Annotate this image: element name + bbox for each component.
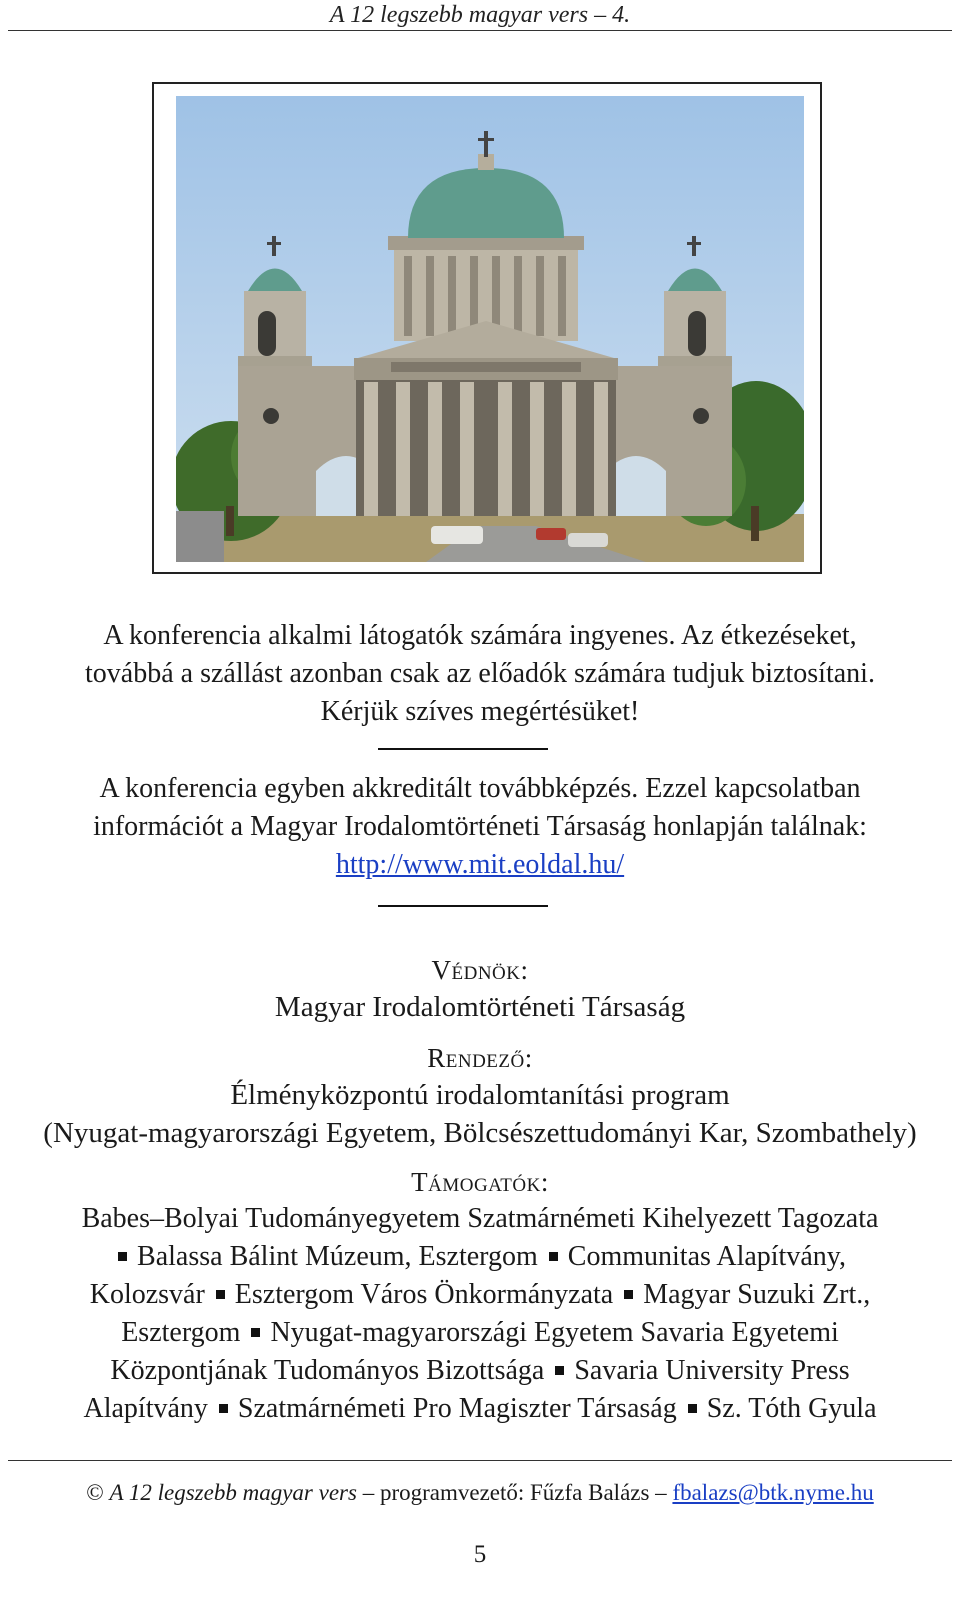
- section-divider: [378, 905, 548, 907]
- organizer-label: Rendező:: [427, 1043, 533, 1073]
- bullet-icon: [251, 1328, 260, 1337]
- bullet-icon: [219, 1404, 228, 1413]
- notice-line: Kérjük szíves megértésüket!: [320, 696, 640, 727]
- portico-columns: [356, 380, 616, 516]
- bullet-icon: [216, 1290, 225, 1299]
- notice-line: A konferencia alkalmi látogatók számára ingyenes. Az étkezéseket,: [103, 620, 857, 651]
- supporter-item: Savaria University Press: [574, 1355, 850, 1386]
- footer-title: A 12 legszebb magyar vers: [109, 1480, 357, 1505]
- basilica-photo: [176, 96, 804, 562]
- bullet-icon: [688, 1404, 697, 1413]
- supporter-line: [0, 1390, 960, 1428]
- bullet-icon: [549, 1252, 558, 1261]
- supporters-section: [0, 1164, 960, 1428]
- supporter-item: Kolozsvár: [89, 1279, 205, 1310]
- notice-paragraph: [0, 617, 960, 731]
- copyright-icon: ©: [86, 1480, 104, 1505]
- supporter-item: Babes–Bolyai Tudományegyetem Szatmárnémeti Kihelyezett Tagozata: [81, 1203, 879, 1234]
- email-link[interactable]: fbalazs@btk.nyme.hu: [672, 1480, 874, 1505]
- supporters-label: Támogatók:: [411, 1167, 549, 1197]
- footer-credit: – programvezető: Fűzfa Balázs –: [356, 1480, 673, 1505]
- supporter-item: Esztergom: [121, 1317, 241, 1348]
- organizer-section: [0, 1040, 960, 1152]
- supporter-item: Balassa Bálint Múzeum, Esztergom: [137, 1241, 538, 1272]
- section-divider: [378, 748, 548, 750]
- organizer-institution: (Nyugat-magyarországi Egyetem, Bölcsészettudományi Kar, Szombathely): [43, 1117, 917, 1149]
- accreditation-line: információt a Magyar Irodalomtörténeti Társaság honlapján találnak:: [93, 811, 867, 842]
- supporter-item: Communitas Alapítvány,: [567, 1241, 846, 1272]
- patron-section: [0, 952, 960, 1026]
- supporter-item: Szatmárnémeti Pro Magiszter Társaság: [237, 1393, 677, 1424]
- wall-left: [176, 511, 224, 562]
- supporter-line: [0, 1238, 960, 1276]
- supporter-item: Alapítvány: [83, 1393, 208, 1424]
- supporter-item: Központjának Tudományos Bizottsága: [110, 1355, 545, 1386]
- bullet-icon: [118, 1252, 127, 1261]
- supporter-item: Sz. Tóth Gyula: [706, 1393, 877, 1424]
- supporter-item: Esztergom Város Önkormányzata: [234, 1279, 614, 1310]
- supporter-line: [0, 1276, 960, 1314]
- supporter-item: Nyugat-magyarországi Egyetem Savaria Egyetemi: [270, 1317, 839, 1348]
- accreditation-paragraph: [0, 770, 960, 884]
- supporter-item: Magyar Suzuki Zrt.,: [643, 1279, 871, 1310]
- footer-rule: [8, 1460, 952, 1461]
- accreditation-line: A konferencia egyben akkreditált továbbképzés. Ezzel kapcsolatban: [99, 773, 861, 804]
- bullet-icon: [555, 1366, 564, 1375]
- patron-value: Magyar Irodalomtörténeti Társaság: [274, 991, 686, 1023]
- page-number: 5: [473, 1541, 487, 1568]
- supporters-list: [0, 1200, 960, 1428]
- photo-frame: [152, 82, 822, 574]
- organizer-value: Élményközpontú irodalomtanítási program: [230, 1079, 730, 1111]
- header-rule: [8, 30, 952, 31]
- page-footer: [0, 1478, 960, 1508]
- running-header: A 12 legszebb magyar vers – 4.: [329, 2, 631, 28]
- patron-label: Védnök:: [431, 955, 529, 985]
- supporter-line: [0, 1314, 960, 1352]
- basilica-illustration: [176, 96, 804, 562]
- supporter-line: [0, 1200, 960, 1238]
- bullet-icon: [624, 1290, 633, 1299]
- website-link[interactable]: http://www.mit.eoldal.hu/: [335, 849, 625, 880]
- notice-line: továbbá a szállást azonban csak az előadók számára tudjuk biztosítani.: [85, 658, 875, 689]
- supporter-line: [0, 1352, 960, 1390]
